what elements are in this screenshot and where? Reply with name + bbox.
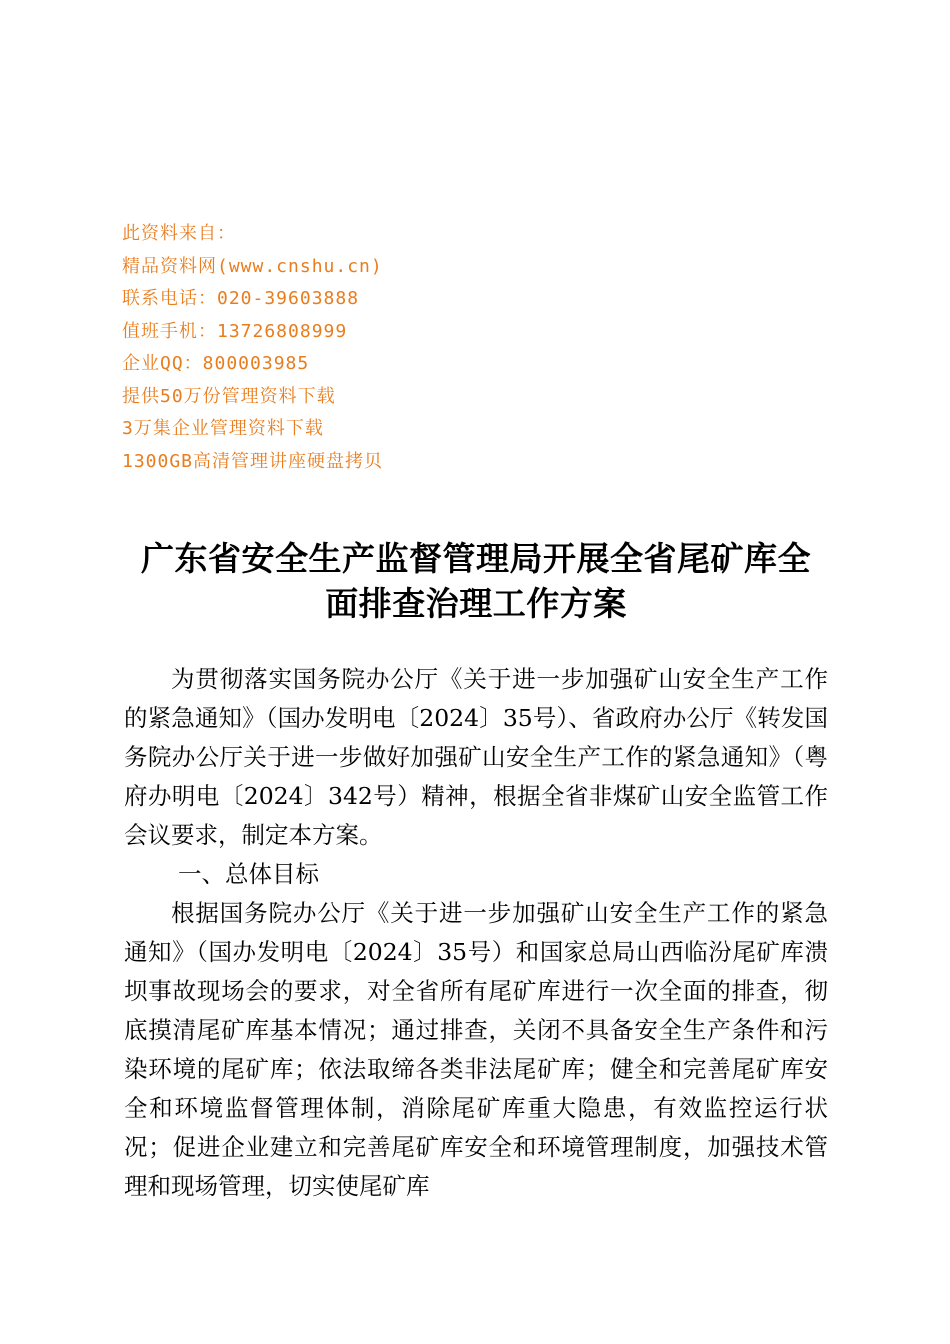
section-heading: 一、总体目标 bbox=[178, 860, 320, 888]
title-line-1: 广东省安全生产监督管理局开展全省尾矿库全 bbox=[141, 539, 811, 578]
intro-paragraph: 为贯彻落实国务院办公厅《关于进一步加强矿山安全生产工作的紧急通知》（国办发明电〔2024〕35号）、省政府办公厅《转发国务院办公厅关于进一步做好加强矿山安全生产工作的紧急通知》（粤府办明电〔2024〕342号）精神，根据全省非煤矿山安全监管工作会议要求，制定本方案。 bbox=[124, 665, 828, 849]
website-line: 精品资料网(www.cnshu.cn) bbox=[122, 255, 383, 277]
phone-line: 联系电话：020-39603888 bbox=[122, 288, 360, 309]
source-info-block bbox=[122, 218, 542, 478]
document-title bbox=[118, 536, 834, 626]
mobile-line: 值班手机：13726808999 bbox=[122, 320, 348, 342]
title-line-2: 面排查治理工作方案 bbox=[325, 584, 627, 623]
promo-line-2: 3万集企业管理资料下载 bbox=[122, 418, 324, 439]
section-paragraph: 根据国务院办公厅《关于进一步加强矿山安全生产工作的紧急通知》（国办发明电〔2024〕35号）和国家总局山西临汾尾矿库溃坝事故现场会的要求，对全省所有尾矿库进行一次全面的排查，彻底摸清尾矿库基本情况；通过排查，关闭不具备安全生产条件和污染环境的尾矿库；依法取缔各类非法尾矿库；健全和完善尾矿库安全和环境监督管理体制，消除尾矿库重大隐患，有效监控运行状况；促进企业建立和完善尾矿库安全和环境管理制度，加强技术管理和现场管理，切实使尾矿库 bbox=[124, 899, 828, 1200]
document-body bbox=[124, 660, 828, 1206]
source-label: 此资料来自： bbox=[122, 223, 236, 244]
qq-line: 企业QQ：800003985 bbox=[122, 353, 310, 374]
promo-line-3: 1300GB高清管理讲座硬盘拷贝 bbox=[122, 450, 384, 472]
promo-line-1: 提供50万份管理资料下载 bbox=[122, 385, 336, 407]
